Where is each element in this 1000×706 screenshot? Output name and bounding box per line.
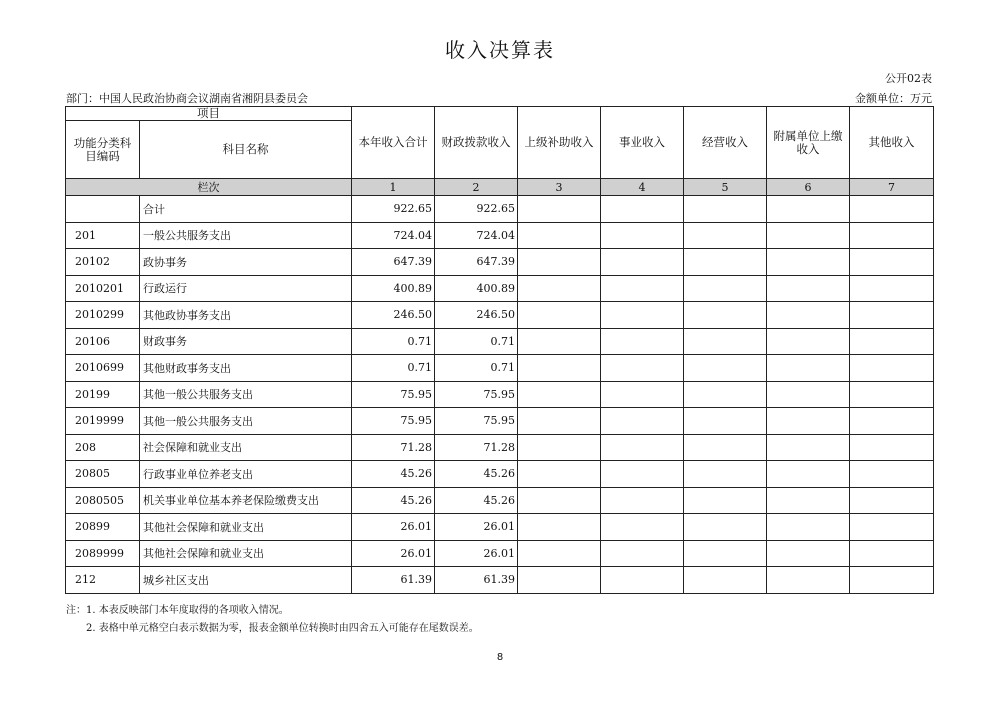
table-row — [66, 222, 934, 249]
row-code: 208 — [66, 434, 140, 461]
header-col-total: 本年收入合计 — [352, 107, 435, 179]
row-empty-cell — [601, 222, 684, 249]
page-title: 收入决算表 — [445, 38, 555, 62]
row-empty-cell — [601, 461, 684, 488]
row-empty-cell — [850, 275, 934, 302]
col-num: 5 — [684, 179, 767, 196]
row-name: 其他一般公共服务支出 — [140, 381, 352, 408]
row-empty-cell — [518, 434, 601, 461]
row-fiscal: 45.26 — [435, 487, 518, 514]
row-empty-cell — [767, 275, 850, 302]
row-empty-cell — [850, 302, 934, 329]
row-total: 45.26 — [352, 461, 435, 488]
table-row — [66, 434, 934, 461]
row-empty-cell — [850, 222, 934, 249]
note-1: 注：1. 本表反映部门本年度取得的各项收入情况。 — [66, 605, 289, 616]
table-row — [66, 514, 934, 541]
row-total: 75.95 — [352, 381, 435, 408]
row-empty-cell — [684, 249, 767, 276]
row-empty-cell — [850, 567, 934, 594]
row-empty-cell — [767, 249, 850, 276]
row-empty-cell — [850, 434, 934, 461]
row-fiscal: 0.71 — [435, 328, 518, 355]
row-total: 724.04 — [352, 222, 435, 249]
row-empty-cell — [850, 328, 934, 355]
row-empty-cell — [518, 302, 601, 329]
row-code: 212 — [66, 567, 140, 594]
row-empty-cell — [518, 355, 601, 382]
row-empty-cell — [601, 302, 684, 329]
col-num: 7 — [850, 179, 934, 196]
row-code: 201 — [66, 222, 140, 249]
row-empty-cell — [601, 381, 684, 408]
row-fiscal: 922.65 — [435, 196, 518, 223]
department-label: 部门：中国人民政治协商会议湖南省湘阴县委员会 — [66, 92, 308, 105]
row-fiscal: 0.71 — [435, 355, 518, 382]
row-empty-cell — [767, 434, 850, 461]
row-total: 400.89 — [352, 275, 435, 302]
row-fiscal: 647.39 — [435, 249, 518, 276]
col-num: 1 — [352, 179, 435, 196]
col-num: 2 — [435, 179, 518, 196]
row-empty-cell — [684, 275, 767, 302]
row-empty-cell — [601, 196, 684, 223]
row-empty-cell — [850, 196, 934, 223]
row-empty-cell — [767, 222, 850, 249]
notes — [66, 602, 479, 638]
row-empty-cell — [850, 514, 934, 541]
row-fiscal: 26.01 — [435, 514, 518, 541]
row-name: 其他社会保障和就业支出 — [140, 514, 352, 541]
row-empty-cell — [601, 567, 684, 594]
row-empty-cell — [518, 328, 601, 355]
header-lanci: 栏次 — [66, 179, 352, 196]
header-col-fiscal: 财政拨款收入 — [435, 107, 518, 179]
row-fiscal: 26.01 — [435, 540, 518, 567]
row-empty-cell — [518, 196, 601, 223]
row-empty-cell — [850, 461, 934, 488]
row-empty-cell — [767, 302, 850, 329]
row-fiscal: 75.95 — [435, 408, 518, 435]
row-code — [66, 196, 140, 223]
table-row — [66, 302, 934, 329]
row-empty-cell — [850, 381, 934, 408]
row-total: 45.26 — [352, 487, 435, 514]
table-body — [66, 107, 934, 594]
row-name: 社会保障和就业支出 — [140, 434, 352, 461]
row-total: 0.71 — [352, 355, 435, 382]
row-code: 2089999 — [66, 540, 140, 567]
row-fiscal: 75.95 — [435, 381, 518, 408]
row-empty-cell — [518, 222, 601, 249]
row-name: 机关事业单位基本养老保险缴费支出 — [140, 487, 352, 514]
row-empty-cell — [518, 461, 601, 488]
row-empty-cell — [767, 328, 850, 355]
table-row — [66, 461, 934, 488]
row-code: 20102 — [66, 249, 140, 276]
col-num: 6 — [767, 179, 850, 196]
col-num: 3 — [518, 179, 601, 196]
row-code: 20199 — [66, 381, 140, 408]
income-table — [65, 106, 934, 594]
row-total: 246.50 — [352, 302, 435, 329]
row-empty-cell — [518, 514, 601, 541]
row-empty-cell — [518, 249, 601, 276]
row-empty-cell — [767, 514, 850, 541]
row-empty-cell — [767, 461, 850, 488]
row-total: 26.01 — [352, 514, 435, 541]
table-row — [66, 249, 934, 276]
table-row — [66, 567, 934, 594]
table-row — [66, 196, 934, 223]
table-row — [66, 381, 934, 408]
row-fiscal: 61.39 — [435, 567, 518, 594]
col-num: 4 — [601, 179, 684, 196]
row-empty-cell — [684, 302, 767, 329]
note-2: 2. 表格中单元格空白表示数据为零，报表金额单位转换时由四舍五入可能存在尾数误差。 — [86, 623, 479, 634]
header-col-other: 其他收入 — [850, 107, 934, 179]
row-empty-cell — [518, 540, 601, 567]
row-empty-cell — [767, 196, 850, 223]
row-fiscal: 246.50 — [435, 302, 518, 329]
row-empty-cell — [684, 540, 767, 567]
row-code: 20106 — [66, 328, 140, 355]
row-empty-cell — [684, 408, 767, 435]
row-total: 61.39 — [352, 567, 435, 594]
row-code: 2010201 — [66, 275, 140, 302]
row-empty-cell — [767, 487, 850, 514]
header-col-affiliate: 附属单位上缴收入 — [767, 107, 850, 179]
row-empty-cell — [518, 381, 601, 408]
table-row — [66, 275, 934, 302]
header-col-superior: 上级补助收入 — [518, 107, 601, 179]
row-empty-cell — [684, 381, 767, 408]
row-name: 其他政协事务支出 — [140, 302, 352, 329]
table-row — [66, 408, 934, 435]
header-name: 科目名称 — [140, 121, 352, 179]
row-name: 其他一般公共服务支出 — [140, 408, 352, 435]
row-empty-cell — [684, 196, 767, 223]
row-total: 75.95 — [352, 408, 435, 435]
row-total: 0.71 — [352, 328, 435, 355]
row-empty-cell — [684, 461, 767, 488]
header-col-operating: 经营收入 — [684, 107, 767, 179]
header-code: 功能分类科目编码 — [66, 121, 140, 179]
row-name: 行政运行 — [140, 275, 352, 302]
form-number: 公开02表 — [885, 72, 932, 85]
row-name: 一般公共服务支出 — [140, 222, 352, 249]
row-empty-cell — [767, 355, 850, 382]
row-fiscal: 724.04 — [435, 222, 518, 249]
row-empty-cell — [684, 355, 767, 382]
row-empty-cell — [518, 275, 601, 302]
row-code: 2019999 — [66, 408, 140, 435]
row-name: 合计 — [140, 196, 352, 223]
row-name: 行政事业单位养老支出 — [140, 461, 352, 488]
table-row — [66, 487, 934, 514]
row-empty-cell — [684, 514, 767, 541]
row-empty-cell — [601, 249, 684, 276]
row-empty-cell — [850, 249, 934, 276]
row-code: 20899 — [66, 514, 140, 541]
row-empty-cell — [601, 408, 684, 435]
row-total: 71.28 — [352, 434, 435, 461]
row-empty-cell — [601, 540, 684, 567]
row-fiscal: 45.26 — [435, 461, 518, 488]
row-name: 其他社会保障和就业支出 — [140, 540, 352, 567]
row-empty-cell — [684, 222, 767, 249]
row-name: 城乡社区支出 — [140, 567, 352, 594]
row-total: 26.01 — [352, 540, 435, 567]
row-empty-cell — [767, 381, 850, 408]
row-name: 其他财政事务支出 — [140, 355, 352, 382]
row-empty-cell — [767, 408, 850, 435]
row-empty-cell — [684, 434, 767, 461]
row-total: 647.39 — [352, 249, 435, 276]
row-empty-cell — [850, 487, 934, 514]
row-empty-cell — [518, 408, 601, 435]
row-name: 财政事务 — [140, 328, 352, 355]
page-number: 8 — [496, 652, 504, 663]
table-row — [66, 355, 934, 382]
table-row — [66, 328, 934, 355]
header-col-business: 事业收入 — [601, 107, 684, 179]
row-empty-cell — [601, 275, 684, 302]
row-empty-cell — [850, 540, 934, 567]
row-fiscal: 400.89 — [435, 275, 518, 302]
row-empty-cell — [767, 567, 850, 594]
header-item: 项目 — [66, 107, 352, 121]
row-empty-cell — [601, 434, 684, 461]
row-empty-cell — [601, 487, 684, 514]
row-empty-cell — [518, 487, 601, 514]
row-total: 922.65 — [352, 196, 435, 223]
row-fiscal: 71.28 — [435, 434, 518, 461]
row-empty-cell — [601, 514, 684, 541]
row-code: 2010299 — [66, 302, 140, 329]
row-empty-cell — [684, 328, 767, 355]
row-empty-cell — [850, 355, 934, 382]
row-code: 20805 — [66, 461, 140, 488]
row-empty-cell — [850, 408, 934, 435]
row-empty-cell — [684, 487, 767, 514]
row-empty-cell — [518, 567, 601, 594]
unit-label: 金额单位：万元 — [855, 92, 932, 105]
row-empty-cell — [684, 567, 767, 594]
row-empty-cell — [601, 328, 684, 355]
row-name: 政协事务 — [140, 249, 352, 276]
row-empty-cell — [767, 540, 850, 567]
row-code: 2080505 — [66, 487, 140, 514]
row-empty-cell — [601, 355, 684, 382]
table-row — [66, 540, 934, 567]
row-code: 2010699 — [66, 355, 140, 382]
